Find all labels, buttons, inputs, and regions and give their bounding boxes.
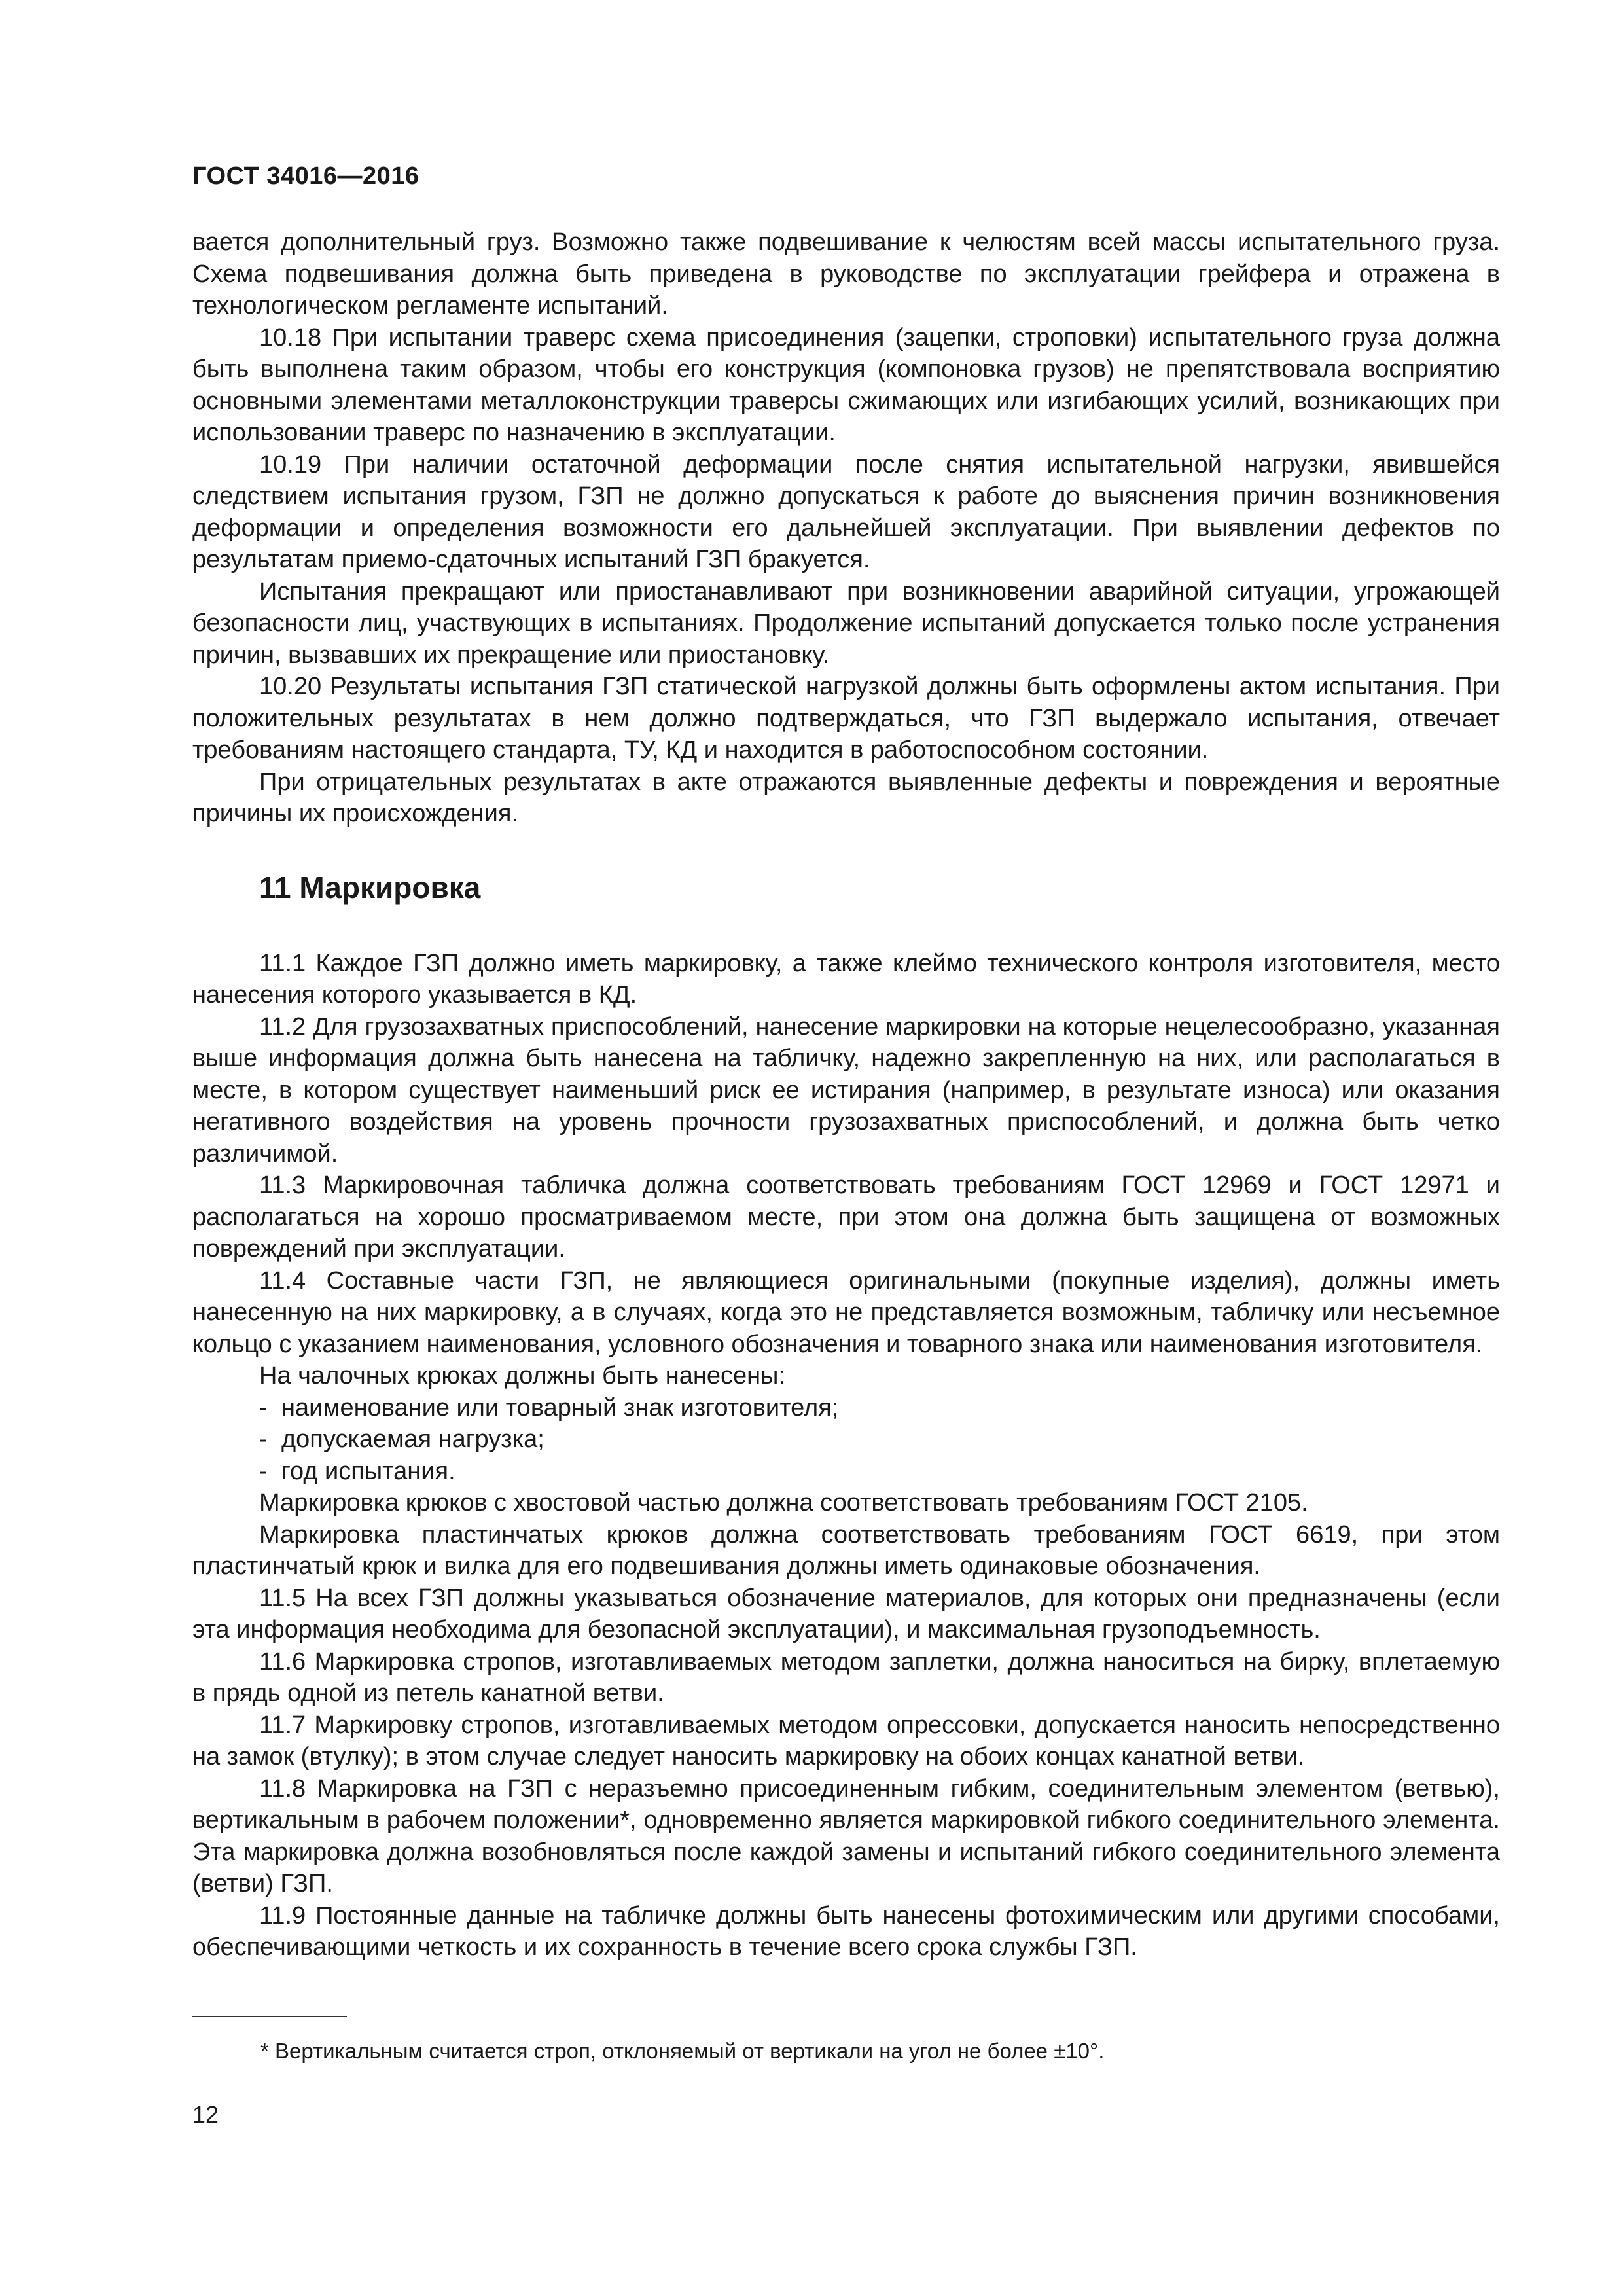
paragraph: вается дополнительный груз. Возможно также подвешивание к челюстям всей массы испытательного груза. Схема подвешивания должна быть приведена в руководстве по эксплуатации грейфера и отражена в технологическом регламенте испытаний. [192, 228, 1500, 319]
footnote-separator [192, 2016, 347, 2017]
document-body [192, 226, 1500, 1964]
list-dash: - [259, 1426, 268, 1453]
paragraph: 11.2 Для грузозахватных приспособлений, нанесение маркировки на которые нецелесообразно, указанная выше информация должна быть нанесена на табличку, надежно закрепленную на них, или располагаться в месте, в котором существует наименьший риск ее истирания (например, в результате износа) или оказания негативного воздействия на уровень прочности грузозахватных приспособлений, и должна быть четко различимой. [192, 1013, 1500, 1168]
paragraph: 11.5 На всех ГЗП должны указываться обозначение материалов, для которых они предназначены (если эта информация необходима для безопасной эксплуатации), и максимальная грузоподъемность. [192, 1584, 1500, 1643]
list-item [192, 1424, 1500, 1456]
footnote: * Вертикальным считается строп, отклоняемый от вертикали на угол не более ±10°. [260, 2039, 1105, 2063]
list-item-text: год испытания. [281, 1457, 455, 1485]
paragraph: 11.8 Маркировка на ГЗП с неразъемно присоединенным гибким, соединительным элементом (ветвью), вертикальным в рабочем положении*, одновременно является маркировкой гибкого соединительного элемента. Эта маркировка должна возобновляться после каждой замены и испытаний гибкого соединительного элемента (ветви) ГЗП. [192, 1774, 1500, 1897]
section-title: 11 Маркировка [259, 870, 481, 905]
paragraph: При отрицательных результатах в акте отражаются выявленные дефекты и повреждения и вероятные причины их происхождения. [192, 768, 1500, 827]
paragraph: 10.20 Результаты испытания ГЗП статической нагрузкой должны быть оформлены актом испытания. При положительных результатах в нем должно подтверждаться, что ГЗП выдержало испытания, отвечает требованиям настоящего стандарта, ТУ, КД и находится в работоспособном состоянии. [192, 673, 1500, 764]
paragraph: Маркировка пластинчатых крюков должна соответствовать требованиям ГОСТ 6619, при этом пластинчатый крюк и вилка для его подвешивания должны иметь одинаковые обозначения. [192, 1520, 1500, 1580]
list-item [192, 1392, 1500, 1424]
list-dash: - [259, 1457, 268, 1485]
intro-paragraphs [192, 226, 1500, 830]
paragraph: 10.18 При испытании траверс схема присоединения (зацепки, строповки) испытательного груза должна быть выполнена таким образом, чтобы его конструкция (компоновка грузов) не препятствовала восприятию основными элементами металлоконструкции траверсы сжимающих или изгибающих усилий, возникающих при использовании траверс по назначению в эксплуатации. [192, 323, 1500, 446]
paragraph: 11.4 Составные части ГЗП, не являющиеся оригинальными (покупные изделия), должны иметь нанесенную на них маркировку, а в случаях, когда это не представляется возможным, табличку или несъемное кольцо с указанием наименования, условного обозначения и товарного знака или наименования изготовителя. [192, 1266, 1500, 1358]
document-header: ГОСТ 34016—2016 [192, 162, 419, 190]
paragraph: Испытания прекращают или приостанавливают при возникновении аварийной ситуации, угрожающей безопасности лиц, участвующих в испытаниях. Продолжение испытаний допускается только после устранения причин, вызвавших их прекращение или приостановку. [192, 577, 1500, 669]
paragraph: 10.19 При наличии остаточной деформации после снятия испытательной нагрузки, явившейся следствием испытания грузом, ГЗП не должно допускаться к работе до выяснения причин возникновения деформации и определения возможности его дальнейшей эксплуатации. При выявлении дефектов по результатам приемо-сдаточных испытаний ГЗП бракуется. [192, 450, 1500, 573]
list-item-text: наименование или товарный знак изготовителя; [281, 1393, 839, 1422]
list-item-text: допускаемая нагрузка; [281, 1426, 544, 1453]
paragraph: 11.3 Маркировочная табличка должна соответствовать требованиям ГОСТ 12969 и ГОСТ 12971 и располагаться на хорошо просматриваемом месте, при этом она должна быть защищена от возможных повреждений при эксплуатации. [192, 1172, 1500, 1263]
list-dash: - [259, 1393, 268, 1422]
paragraph: 11.1 Каждое ГЗП должно иметь маркировку, а также клеймо технического контроля изготовителя, место нанесения которого указывается в КД. [192, 949, 1500, 1009]
paragraph: Маркировка крюков с хвостовой частью должна соответствовать требованиям ГОСТ 2105. [259, 1489, 1308, 1516]
paragraph: На чалочных крюках должны быть нанесены: [259, 1362, 786, 1390]
paragraph: 11.7 Маркировку стропов, изготавливаемых методом опрессовки, допускается наносить непосредственно на замок (втулку); в этом случае следует наносить маркировку на обоих концах канатной ветви. [192, 1711, 1500, 1770]
section-paragraphs [192, 948, 1500, 1964]
page-number: 12 [192, 2101, 219, 2128]
paragraph: 11.9 Постоянные данные на табличке должны быть нанесены фотохимическим или другими способами, обеспечивающими четкость и их сохранность в течение всего срока службы ГЗП. [192, 1901, 1500, 1961]
paragraph: 11.6 Маркировка стропов, изготавливаемых методом заплетки, должна наноситься на бирку, вплетаемую в прядь одной из петель канатной ветви. [192, 1647, 1500, 1707]
list-item [192, 1456, 1500, 1488]
